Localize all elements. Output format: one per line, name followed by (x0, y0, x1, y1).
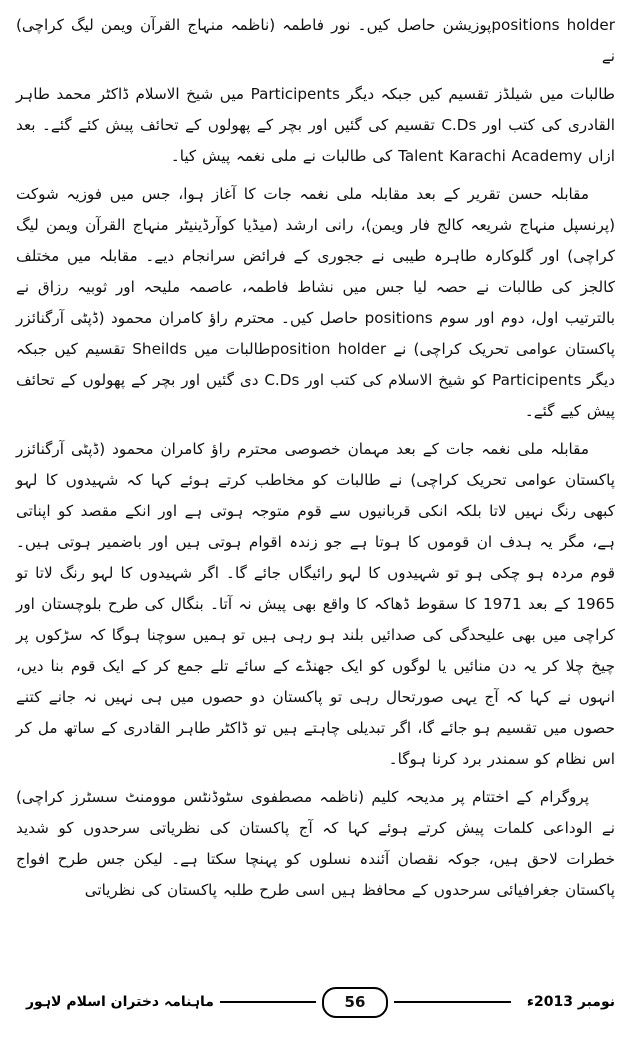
paragraph-2: طالبات میں شیلڈز تقسیم کیں جبکہ دیگر Participents میں شیخ الاسلام ڈاکٹر محمد طاہر القادری کی کتب اور C.Ds تقسیم کی گئیں اور بچر کے پھولوں کے تحائف پیش کئے گئے۔ بعد ازاں Talent Karachi Academy کی طالبات نے ملی نغمہ پیش کیا۔ (16, 85, 616, 165)
footer-divider-left (220, 1001, 316, 1003)
footer-divider-right (394, 1001, 511, 1003)
paragraph-1: positions holderپوزیشن حاصل کیں۔ نور فاطمہ (ناظمہ منہاج القرآن ویمن لیگ کراچی) نے (16, 16, 616, 65)
page-number: 56 (322, 987, 388, 1018)
footer-magazine-label: ماہنامہ دختران اسلام لاہور (26, 994, 214, 1010)
page-footer (0, 982, 631, 1022)
article-body (16, 10, 615, 906)
paragraph-3: مقابلہ حسن تقریر کے بعد مقابلہ ملی نغمہ جات کا آغاز ہوا، جس میں فوزیہ شوکت (پرنسپل منہاج شریعہ کالج فار ویمن)، رانی ارشد (میڈیا کوآرڈینیٹر منہاج القرآن ویمن لیگ کراچی) اور گلوکارہ طاہرہ طیبی نے ججوری کے فرائض سرانجام دیے۔ مقابلہ میں مختلف کالجز کی طالبات نے حصہ لیا جس میں نشاط فاطمہ، عاصمہ ملیحہ اور ثوبیہ رزاق نے بالترتیب اول، دوم اور سوم positions حاصل کیں۔ محترم راؤ کامران محمود (ڈپٹی آرگنائزر پاکستان عوامی تحریک کراچی) نے position holderطالبات میں Sheilds تقسیم کیں جبکہ دیگر Participents کو شیخ الاسلام کی کتب اور C.Ds دی گئیں اور بچر کے پھولوں کے تحائف پیش کیے گئے۔ (16, 185, 616, 420)
footer-issue-label: نومبر 2013ء (526, 994, 615, 1010)
paragraph-5: پروگرام کے اختتام پر مدیحہ کلیم (ناظمہ مصطفوی سٹوڈنٹس موومنٹ سسٹرز کراچی) نے الوداعی کلمات پیش کرتے ہوئے کہا کہ آج پاکستان کی نظریاتی سرحدوں کو شدید خطرات لاحق ہیں، جوکہ نقصان آئندہ نسلوں کو پہنچا سکتا ہے۔ لیکن جس طرح افواج پاکستان جغرافیائی سرحدوں کے محافظ ہیں اسی طرح طلبہ پاکستان کی نظریاتی (16, 788, 615, 899)
paragraph-4: مقابلہ ملی نغمہ جات کے بعد مہمان خصوصی محترم راؤ کامران محمود (ڈپٹی آرگنائزر پاکستان عوامی تحریک کراچی) نے طالبات کو مخاطب کرتے ہوئے کہا کہ شہیدوں کا لہو کبھی رنگ نہیں لاتا بلکہ انکی قربانیوں سے قوم متوجہ ہوتی ہے اور انکے مقصد کو اپناتی ہے، مگر یہ ہدف ان قوموں کا ہوتا ہے جو زندہ اقوام ہوتی ہیں اور باضمیر ہوتی ہیں۔ قوم مردہ ہو چکی ہو تو شہیدوں کا لہو رائیگاں جائے گا۔ اگر شہیدوں کا لہو رنگ لاتا تو 1965 کے بعد 1971 کا سقوط ڈھاکہ کا واقع بھی پیش نہ آتا۔ بنگال کی طرح بلوچستان اور کراچی میں بھی علیحدگی کی صدائیں بلند ہو رہی ہیں تو ہمیں سوچنا ہوگا کہ سڑکوں پر چیخ چلا کر یہ دن منائیں یا لوگوں کو ایک جھنڈے کے سائے تلے جمع کر کے ایک قوم بنا دیں، انہوں نے کہا کہ آج یہی صورتحال رہی تو پاکستان دو حصوں میں ہی نہیں نہ جانے کتنے حصوں میں تقسیم ہو جائے گا، اگر تبدیلی چاہتے ہیں تو ڈاکٹر طاہر القادری کے ساتھ مل کر اس نظام کو سمندر برد کرنا ہوگا۔ (16, 440, 616, 768)
